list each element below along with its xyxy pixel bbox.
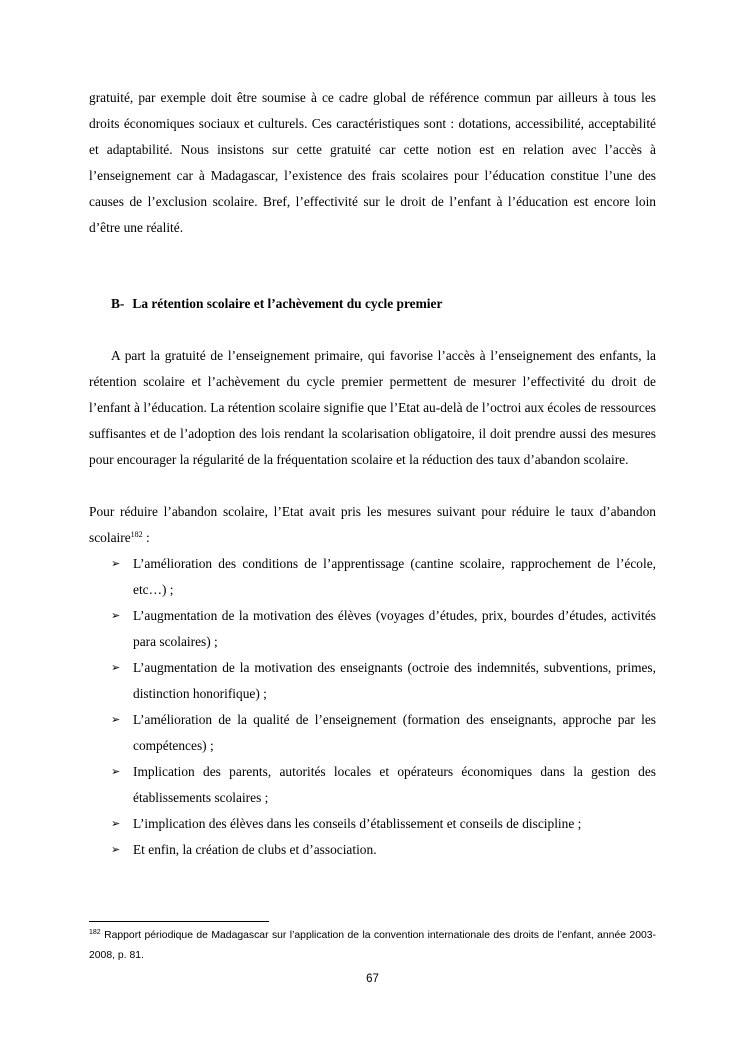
list-item-text: L’augmentation de la motivation des enseignants (octroie des indemnités, subventions, primes, distinction honorifique) ; (133, 660, 656, 701)
section-heading-title: La rétention scolaire et l’achèvement du cycle premier (132, 296, 443, 311)
list-item (89, 707, 656, 759)
list-item (89, 551, 656, 603)
list-item (89, 759, 656, 811)
list-item-text: L’implication des élèves dans les conseils d’établissement et conseils de discipline ; (133, 816, 582, 831)
arrow-bullet-icon: ➢ (111, 817, 121, 830)
footnote-reference[interactable]: 182 (130, 530, 143, 539)
arrow-bullet-icon: ➢ (111, 661, 121, 674)
arrow-bullet-icon: ➢ (111, 609, 121, 622)
list-item (89, 837, 656, 863)
measures-list (89, 551, 656, 863)
section-heading-label: B- (111, 296, 125, 311)
paragraph-retention: A part la gratuité de l’enseignement primaire, qui favorise l’accès à l’enseignement des enfants, la rétention scolaire et l’achèvement du cycle premier permettent de mesurer l’effectivité du droit de l’enfant à l’éducation. La rétention scolaire signifie que l’Etat au-delà de l’octroi aux écoles de ressources suffisantes et de l’adoption des lois rendant la scolarisation obligatoire, il doit prendre aussi des mesures pour encourager la régularité de la fréquentation scolaire et la réduction des taux d’abandon scolaire. (89, 348, 656, 467)
list-item-text: Et enfin, la création de clubs et d’association. (133, 842, 377, 857)
footnote-text: Rapport périodique de Madagascar sur l’application de la convention internationale des droits de l’enfant, année 2003-2008, p. 81. (89, 930, 656, 961)
footnote-number: 182 (89, 929, 101, 936)
arrow-bullet-icon: ➢ (111, 843, 121, 856)
list-item-text: L’augmentation de la motivation des élèves (voyages d’études, prix, bourdes d’études, activités para scolaires) ; (133, 608, 656, 649)
page-number: 67 (366, 973, 379, 985)
list-item-text: L’amélioration de la qualité de l’enseignement (formation des enseignants, approche par les compétences) ; (133, 712, 656, 753)
arrow-bullet-icon: ➢ (111, 557, 121, 570)
list-item (89, 603, 656, 655)
section-heading (111, 291, 442, 317)
footnote (89, 926, 656, 966)
list-item (89, 655, 656, 707)
arrow-bullet-icon: ➢ (111, 713, 121, 726)
list-item-text: L’amélioration des conditions de l’apprentissage (cantine scolaire, rapprochement de l’école, etc…) ; (133, 556, 656, 597)
list-item (89, 811, 656, 837)
paragraph-abandon (89, 499, 656, 551)
paragraph-abandon-text: Pour réduire l’abandon scolaire, l’Etat avait pris les mesures suivant pour réduire le taux d’abandon scolaire (89, 504, 656, 545)
arrow-bullet-icon: ➢ (111, 765, 121, 778)
footnote-separator (89, 921, 269, 922)
list-item-text: Implication des parents, autorités locales et opérateurs économiques dans la gestion des établissements scolaires ; (133, 764, 656, 805)
paragraph-gratuite: gratuité, par exemple doit être soumise à ce cadre global de référence commun par ailleurs à tous les droits économiques sociaux et culturels. Ces caractéristiques sont : dotations, accessibilité, acceptabilité et adaptabilité. Nous insistons sur cette gratuité car cette notion est en relation avec l’accès à l’enseignement car à Madagascar, l’existence des frais scolaires pour l’éducation constitue l’une des causes de l’exclusion scolaire. Bref, l’effectivité sur le droit de l’enfant à l’éducation est encore loin d’être une réalité. (89, 90, 656, 235)
paragraph-abandon-suffix: : (142, 530, 150, 545)
